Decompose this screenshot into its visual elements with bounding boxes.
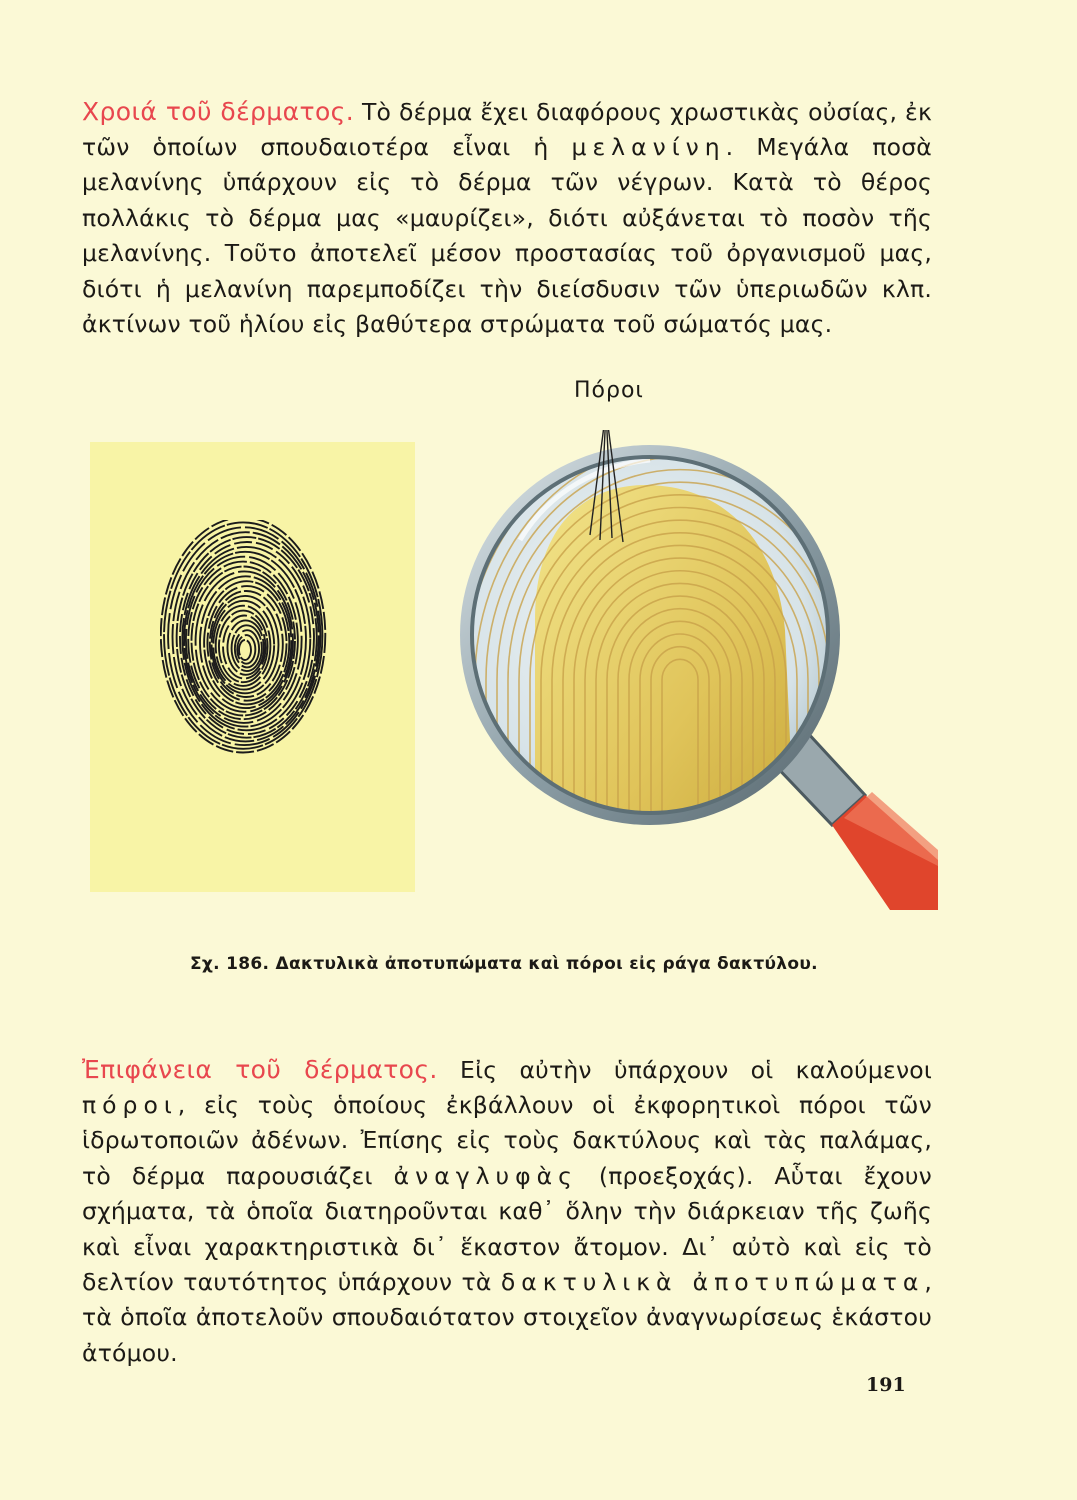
term-fingerprints: δακτυλικὰ ἀποτυπώματα [500, 1267, 925, 1296]
figure-186 [0, 370, 1077, 900]
text-skin-surface-b: , εἰς τοὺς ὁποίους ἐκβάλλουν οἱ ἐκφορητικοὶ πόροι τῶν ἱδρωτοποιῶν ἀδένων. Ἐπίσης εἰς τοὺς δακτύλους καὶ τὰς παλάμας, τὸ δέρμα παρουσιάζει [82, 1090, 932, 1190]
term-ridges: ἀναγλυφὰς [393, 1161, 578, 1190]
text-skin-color-a: Τὸ δέρμα ἔχει διαφόρους χρωστικὰς οὐσίας, ἐκ τῶν ὁποίων σπουδαιοτέρα εἶναι ἡ [82, 97, 932, 161]
fingerprint-image [160, 520, 330, 770]
heading-skin-color: Χροιά τοῦ δέρματος. [82, 96, 355, 126]
text-skin-surface-c: (προεξοχάς). Αὗται ἔχουν σχήματα, τὰ ὁποῖα διατηροῦνται καθ᾽ ὅλην τὴν διάρκειαν τῆς ζωῆς καὶ εἶναι χαρακτηριστικὰ δι᾽ ἕκαστον ἄτομον. Δι᾽ αὐτὸ καὶ εἰς τὸ δελτίον ταυτότητος ὑπάρχουν τὰ [82, 1161, 932, 1296]
text-skin-color-b: . Μεγάλα ποσὰ μελανίνης ὑπάρχουν εἰς τὸ δέρμα τῶν νέγρων. Κατὰ τὸ θέρος πολλάκις τὸ δέρμα μας «μαυρίζει», διότι αὐξάνεται τὸ ποσὸν τῆς μελανίνης. Τοῦτο ἀποτελεῖ μέσον προστασίας τοῦ ὀργανισμοῦ μας, διότι ἡ μελανίνη παρεμποδίζει τὴν διείσδυσιν τῶν ὑπεριωδῶν κλπ. ἀκτίνων τοῦ ἡλίου εἰς βαθύτερα στρώματα τοῦ σώματός μας. [82, 132, 932, 338]
text-skin-surface-d: , τὰ ὁποῖα ἀποτελοῦν σπουδαιότατον στοιχεῖον ἀναγνωρίσεως ἑκάστου ἀτόμου. [82, 1267, 933, 1367]
page-number: 191 [866, 1374, 906, 1396]
pores-label: Πόροι [574, 378, 644, 403]
paragraph-skin-color [82, 94, 932, 343]
term-melanin: μελανίνη [571, 132, 726, 161]
text-skin-surface-a: Εἰς αὐτὴν ὑπάρχουν οἱ καλούμενοι [437, 1055, 932, 1084]
heading-skin-surface: Ἐπιφάνεια τοῦ δέρματος. [82, 1054, 438, 1084]
figure-caption: Σχ. 186. Δακτυλικὰ ἀποτυπώματα καὶ πόροι εἰς ράγα δακτύλου. [190, 954, 818, 974]
magnifier-image [440, 430, 940, 910]
term-pores: πόροι [82, 1090, 178, 1119]
paragraph-skin-surface [82, 1052, 932, 1372]
